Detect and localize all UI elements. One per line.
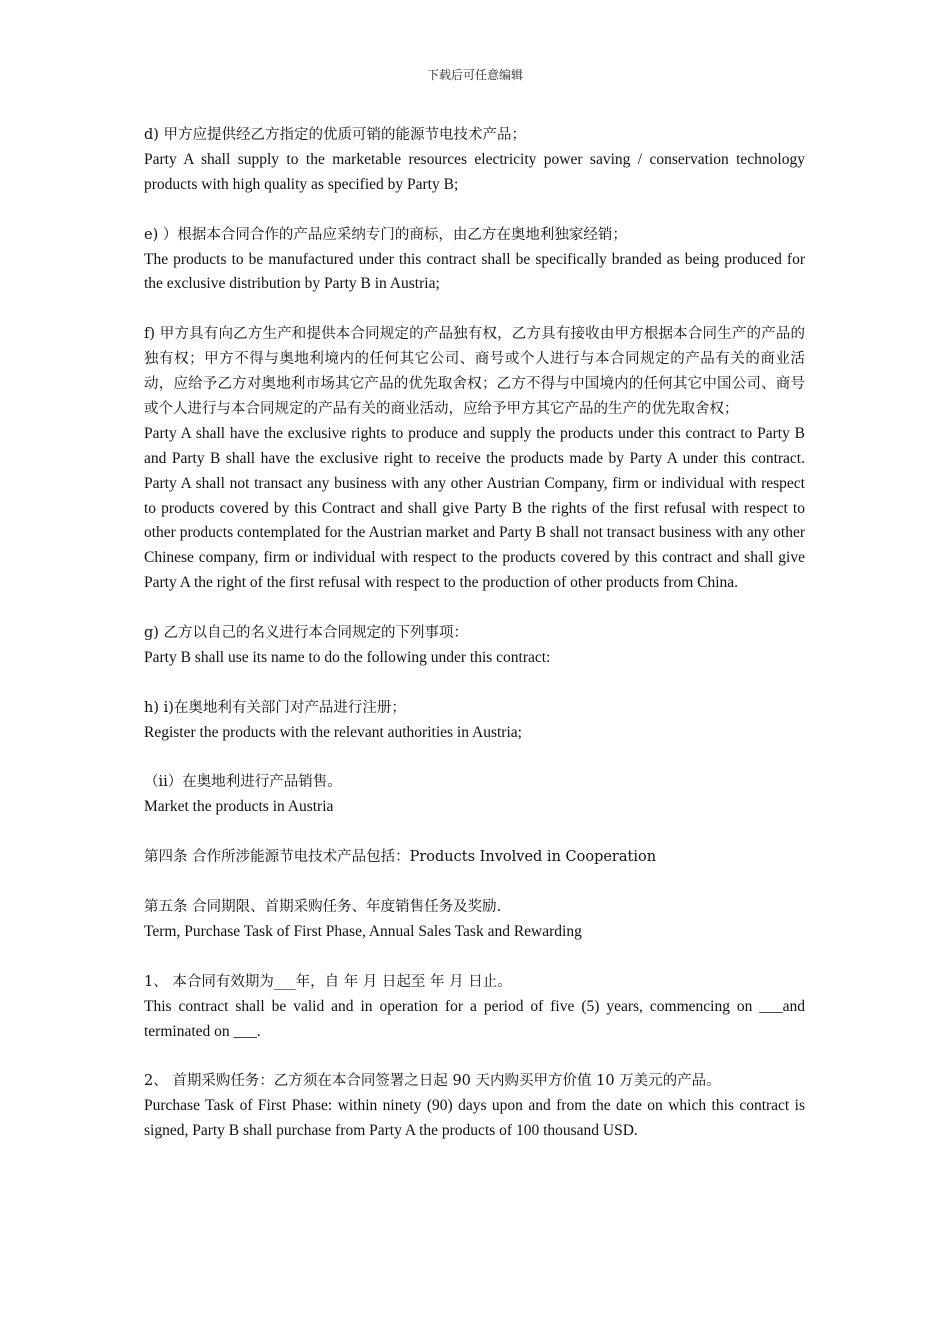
clause-f — [144, 322, 805, 596]
article-5-item-2-en: Purchase Task of First Phase: within ninety (90) days upon and from the date on which this contract is signed, Party B shall purchase from Party A the products of 100 thousand USD. — [144, 1097, 805, 1140]
clause-h-i — [144, 696, 805, 746]
article-5-item-1-en: This contract shall be valid and in operation for a period of five (5) years, commencing on ___and terminated on ___. — [144, 997, 805, 1040]
clause-h-ii — [144, 770, 805, 820]
article-5-item-1 — [144, 970, 805, 1045]
clause-g-zh: g) 乙方以自己的名义进行本合同规定的下列事项： — [144, 625, 469, 642]
article-4 — [144, 845, 805, 870]
clause-f-en: Party A shall have the exclusive rights to produce and supply the products under this contract to Party B and Party B shall have the exclusive right to receive the products made by Party A under this contract. Party A shall not transact any business with any other Austrian Company, firm or individual with respect to products covered by this Contract and shall give Party B the rights of the first refusal with respect to other products contemplated for the Austrian market and Party B shall not transact business with any other Chinese company, firm or individual with respect to the products covered by this contract and shall give Party A the right of the first refusal with respect to the production of other products from China. — [144, 424, 805, 592]
document-body — [144, 123, 805, 1169]
clause-e-zh: e) ）根据本合同合作的产品应采纳专门的商标，由乙方在奥地利独家经销； — [144, 226, 627, 243]
article-5-item-2-zh: 2、 首期采购任务：乙方须在本合同签署之日起 90 天内购买甲方价值 10 万美元的产品。 — [144, 1073, 721, 1090]
clause-g — [144, 621, 805, 671]
clause-h-i-zh: h) i)在奥地利有关部门对产品进行注册； — [144, 699, 406, 716]
clause-d-en: Party A shall supply to the marketable resources electricity power saving / conservation technology products with high quality as specified by Party B; — [144, 150, 805, 193]
clause-g-en: Party B shall use its name to do the following under this contract: — [144, 648, 551, 666]
clause-e — [144, 223, 805, 298]
page-header: 下载后可任意编辑 — [426, 68, 523, 82]
article-5 — [144, 895, 805, 945]
article-5-item-2 — [144, 1069, 805, 1144]
clause-f-zh: f) 甲方具有向乙方生产和提供本合同规定的产品独有权，乙方具有接收由甲方根据本合同生产的产品的独有权；甲方不得与奥地利境内的任何其它公司、商号或个人进行与本合同规定的产品有关的商业活动，应给予乙方对奥地利市场其它产品的优先取舍权；乙方不得与中国境内的任何其它中国公司、商号或个人进行与本合同规定的产品有关的商业活动，应给予甲方其它产品的生产的优先取舍权； — [144, 326, 805, 417]
clause-d-zh: d) 甲方应提供经乙方指定的优质可销的能源节电技术产品； — [144, 127, 527, 143]
article-4-heading: 第四条 合作所涉能源节电技术产品包括：Products Involved in Cooperation — [144, 849, 657, 866]
clause-h-ii-en: Market the products in Austria — [144, 798, 334, 816]
clause-e-en: The products to be manufactured under this contract shall be specifically branded as being produced for the exclusive distribution by Party B in Austria; — [144, 250, 805, 293]
clause-h-i-en: Register the products with the relevant authorities in Austria; — [144, 723, 522, 741]
clause-h-ii-zh: （ii）在奥地利进行产品销售。 — [144, 774, 342, 791]
article-5-heading-zh: 第五条 合同期限、首期采购任务、年度销售任务及奖励. — [144, 898, 502, 915]
article-5-heading-en: Term, Purchase Task of First Phase, Annual Sales Task and Rewarding — [144, 922, 582, 940]
article-5-item-1-zh: 1、 本合同有效期为___年，自 年 月 日起至 年 月 日止。 — [144, 973, 512, 990]
clause-d — [144, 123, 805, 198]
